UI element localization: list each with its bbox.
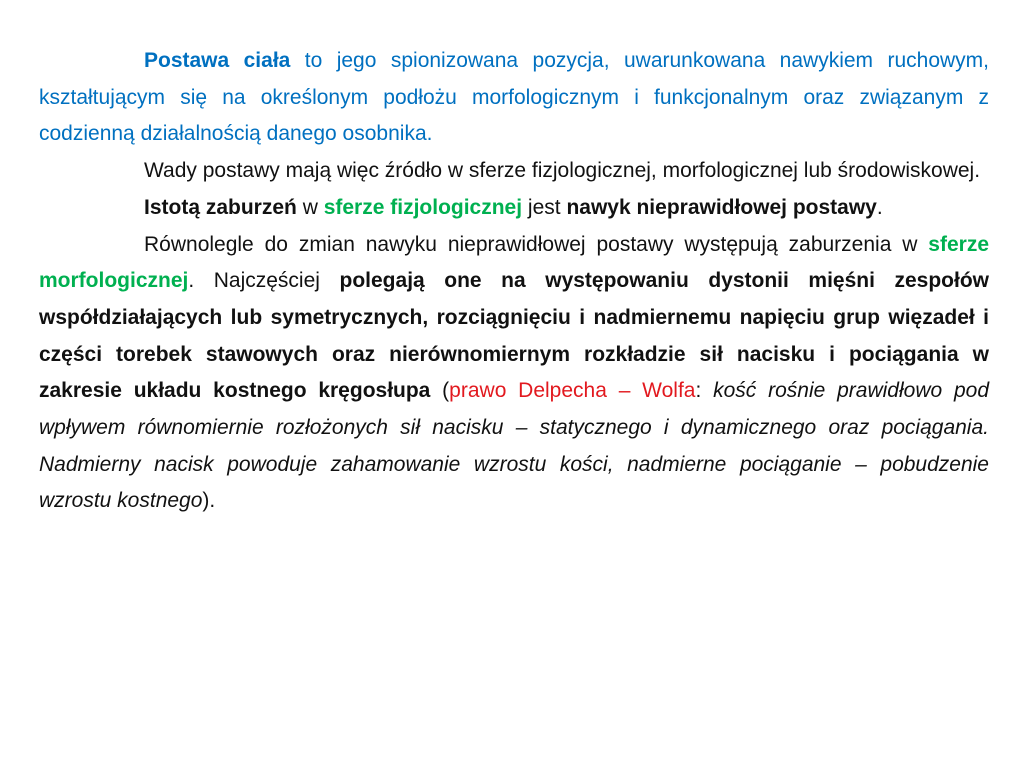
definition-text: to jego spionizowana pozycja, uwarunkowana nawykiem ruchowym, kształtującym się na określonym podłożu morfologicznym i funkcjonalnym oraz związanym z codzienną działalnością danego osobnika. [39, 49, 989, 146]
essence-of-disorders: Istotą zaburzeń [144, 195, 297, 219]
paragraph-posture-definition [39, 43, 989, 153]
morphological-disorders-description: polegają one na występowaniu dystonii mięśni zespołów współdziałających lub symetrycznych, rozciągnięciu i nadmiernemu napięciu grup więzadeł i części torebek stawowych oraz nierównomiernym rozkładzie sił nacisku i pociągania w zakresie układu kostnego kręgosłupa [39, 269, 990, 403]
colon: : [695, 379, 714, 403]
paragraph-physiological-sphere [39, 190, 989, 227]
physiological-sphere-label: sferze fizjologicznej [323, 195, 523, 219]
morphological-sphere-label: sferze morfologicznej [39, 232, 989, 293]
open-parenthesis: ( [430, 379, 450, 403]
connector-text: . Najczęściej [188, 269, 340, 293]
paragraph-morphological-sphere [39, 227, 989, 521]
connector-text: w [296, 195, 324, 219]
close-parenthesis: ). [202, 489, 216, 513]
punctuation: . [876, 195, 883, 219]
defects-text: Wady postawy mają więc źródło w sferze fizjologicznej, morfologicznej lub środowiskowej. [144, 159, 981, 183]
paragraph-posture-defects [39, 153, 989, 190]
morphological-intro-text: Równolegle do zmian nawyku nieprawidłowej postawy występują zaburzenia w [144, 232, 929, 256]
delpech-wolff-law-label: prawo Delpecha – Wolfa [449, 379, 696, 403]
connector-text: jest [522, 195, 567, 219]
delpech-wolff-law-text: kość rośnie prawidłowo pod wpływem równomiernie rozłożonych sił nacisku – statycznego i dynamicznego oraz pociągania. Nadmierny nacisk powoduje zahamowanie wzrostu kości, nadmierne pociąganie – pobudzenie wzrostu kostnego [39, 379, 989, 513]
term-postawa-ciala: Postawa ciała [144, 49, 291, 72]
incorrect-posture-habit: nawyk nieprawidłowej postawy [566, 195, 877, 219]
slide-text-body [39, 43, 989, 520]
